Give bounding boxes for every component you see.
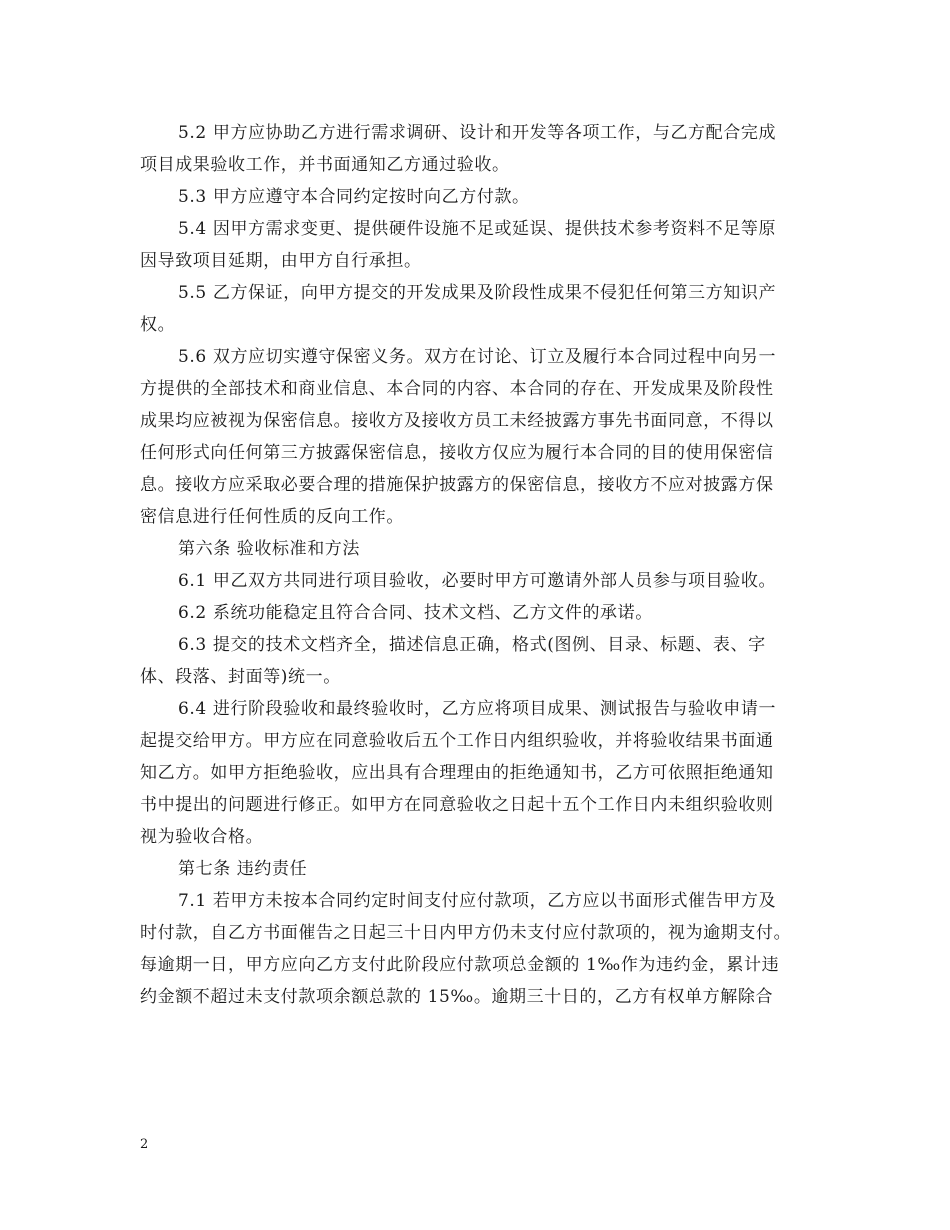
text-line: 5.3 甲方应遵守本合同约定按时向乙方付款。: [178, 187, 530, 207]
page-number: 2: [140, 1137, 149, 1152]
text-line: 密信息进行任何性质的反向工作。: [140, 507, 404, 527]
text-line: 每逾期一日，甲方应向乙方支付此阶段应付款项总金额的 1‰作为违约金，累计违: [140, 955, 780, 975]
text-line: 6.2 系统功能稳定且符合合同、技术文档、乙方文件的承诺。: [178, 603, 653, 623]
text-line: 7.1 若甲方未按本合同约定时间支付应付款项，乙方应以书面形式催告甲方及: [178, 891, 777, 911]
text-line: 成果均应被视为保密信息。接收方及接收方员工未经披露方事先书面同意，不得以: [140, 411, 774, 431]
text-line: 知乙方。如甲方拒绝验收，应出具有合理理由的拒绝通知书，乙方可依照拒绝通知: [140, 763, 774, 783]
text-line: 5.4 因甲方需求变更、提供硬件设施不足或延误、提供技术参考资料不足等原: [178, 219, 777, 239]
text-line: 权。: [140, 315, 176, 335]
text-line: 5.5 乙方保证，向甲方提交的开发成果及阶段性成果不侵犯任何第三方知识产: [178, 283, 777, 303]
text-line: 5.2 甲方应协助乙方进行需求调研、设计和开发等各项工作，与乙方配合完成: [178, 123, 777, 143]
text-line: 起提交给甲方。甲方应在同意验收后五个工作日内组织验收，并将验收结果书面通: [140, 731, 774, 751]
text-line: 6.4 进行阶段验收和最终验收时，乙方应将项目成果、测试报告与验收申请一: [178, 699, 777, 719]
text-line: 时付款，自乙方书面催告之日起三十日内甲方仍未支付应付款项的，视为逾期支付。: [140, 923, 792, 943]
text-line: 5.6 双方应切实遵守保密义务。双方在讨论、订立及履行本合同过程中向另一: [178, 347, 777, 367]
text-line: 项目成果验收工作，并书面通知乙方通过验收。: [140, 155, 510, 175]
text-line: 第六条 验收标准和方法: [178, 539, 361, 559]
text-line: 方提供的全部技术和商业信息、本合同的内容、本合同的存在、开发成果及阶段性: [140, 379, 774, 399]
text-line: 体、段落、封面等)统一。: [140, 667, 341, 687]
text-line: 任何形式向任何第三方披露保密信息，接收方仅应为履行本合同的目的使用保密信: [140, 443, 774, 463]
text-line: 第七条 违约责任: [178, 859, 308, 879]
text-line: 书中提出的问题进行修正。如甲方在同意验收之日起十五个工作日内未组织验收则: [140, 795, 774, 815]
text-line: 视为验收合格。: [140, 827, 264, 847]
text-line: 约金额不超过未支付款项余额总款的 15‰。逾期三十日的，乙方有权单方解除合: [140, 987, 774, 1007]
text-line: 6.1 甲乙双方共同进行项目验收，必要时甲方可邀请外部人员参与项目验收。: [178, 571, 777, 591]
text-line: 息。接收方应采取必要合理的措施保护披露方的保密信息，接收方不应对披露方保: [140, 475, 774, 495]
text-line: 6.3 提交的技术文档齐全，描述信息正确，格式(图例、目录、标题、表、字: [178, 635, 766, 655]
document-body: [140, 117, 820, 1013]
text-line: 因导致项目延期，由甲方自行承担。: [140, 251, 422, 271]
